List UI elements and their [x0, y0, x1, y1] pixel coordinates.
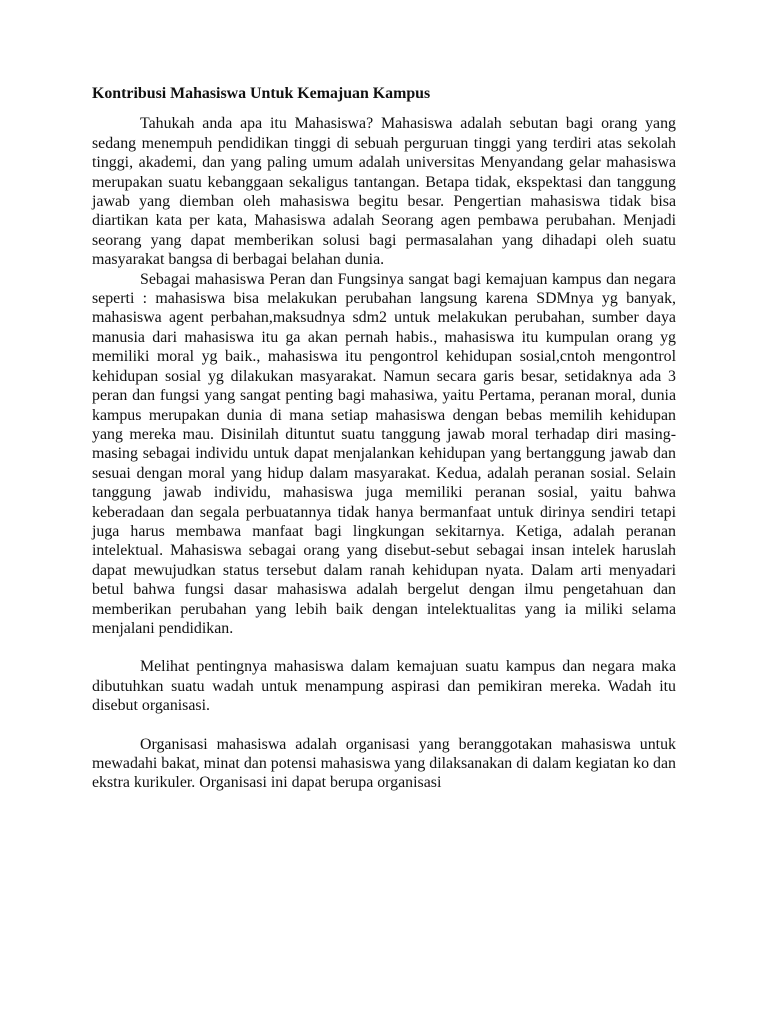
paragraph-organization: Organisasi mahasiswa adalah organisasi yang beranggotakan mahasiswa untuk mewadahi bakat, minat dan potensi mahasiswa yang dilaksanakan di dalam kegiatan ko dan ekstra kurikuler. Organisasi ini dapat berupa organisasi — [92, 735, 676, 792]
paragraph-importance: Melihat pentingnya mahasiswa dalam kemajuan suatu kampus dan negara maka dibutuhkan suatu wadah untuk menampung aspirasi dan pemikiran mereka. Wadah itu disebut organisasi. — [92, 658, 676, 715]
document-title: Kontribusi Mahasiswa Untuk Kemajuan Kampus — [92, 85, 431, 102]
paragraph-intro: Tahukah anda apa itu Mahasiswa? Mahasiswa adalah sebutan bagi orang yang sedang menempuh pendidikan tinggi di sebuah perguruan tinggi yang terdiri atas sekolah tinggi, akademi, dan yang paling umum adalah universitas Menyandang gelar mahasiswa merupakan suatu kebanggaan sekaligus tantangan. Betapa tidak, ekspektasi dan tanggung jawab yang diemban oleh mahasiswa begitu besar. Pengertian mahasiswa tidak bisa diartikan kata per kata, Mahasiswa adalah Seorang agen pembawa perubahan. Menjadi seorang yang dapat memberikan solusi bagi permasalahan yang dihadapi oleh suatu masyarakat bangsa di berbagai belahan dunia. — [92, 115, 676, 269]
paragraph-roles: Sebagai mahasiswa Peran dan Fungsinya sangat bagi kemajuan kampus dan negara seperti : mahasiswa bisa melakukan perubahan langsung karena SDMnya yg banyak, mahasiswa agent perbahan,maksudnya sdm2 untuk melakukan perubahan, sumber daya manusia dari mahasiswa itu ga akan pernah habis., mahasiswa itu kumpulan orang yg memiliki moral yg baik., mahasiswa itu pengontrol kehidupan sosial,cntoh mengontrol kehidupan sosial yg dilakukan masyarakat. Namun secara garis besar, setidaknya ada 3 peran dan fungsi yang sangat penting bagi mahasiwa, yaitu Pertama, peranan moral, dunia kampus merupakan dunia di mana setiap mahasiswa dengan bebas memilih kehidupan yang mereka mau. Disinilah dituntut suatu tanggung jawab moral terhadap diri masing-masing sebagai individu untuk dapat menjalankan kehidupan yang bertanggung jawab dan sesuai dengan moral yang hidup dalam masyarakat. Kedua, adalah peranan sosial. Selain tanggung jawab individu, mahasiswa juga memiliki peranan sosial, yaitu bahwa keberadaan dan segala perbuatannya tidak hanya bermanfaat untuk dirinya sendiri tetapi juga harus membawa manfaat bagi lingkungan sekitarnya. Ketiga, adalah peranan intelektual. Mahasiswa sebagai orang yang disebut-sebut sebagai insan intelek haruslah dapat mewujudkan status tersebut dalam ranah kehidupan nyata. Dalam arti menyadari betul bahwa fungsi dasar mahasiswa adalah bergelut dengan ilmu pengetahuan dan memberikan perubahan yang lebih baik dengan intelektualitas yang ia miliki selama menjalani pendidikan. — [92, 270, 676, 637]
document-page — [92, 84, 676, 793]
